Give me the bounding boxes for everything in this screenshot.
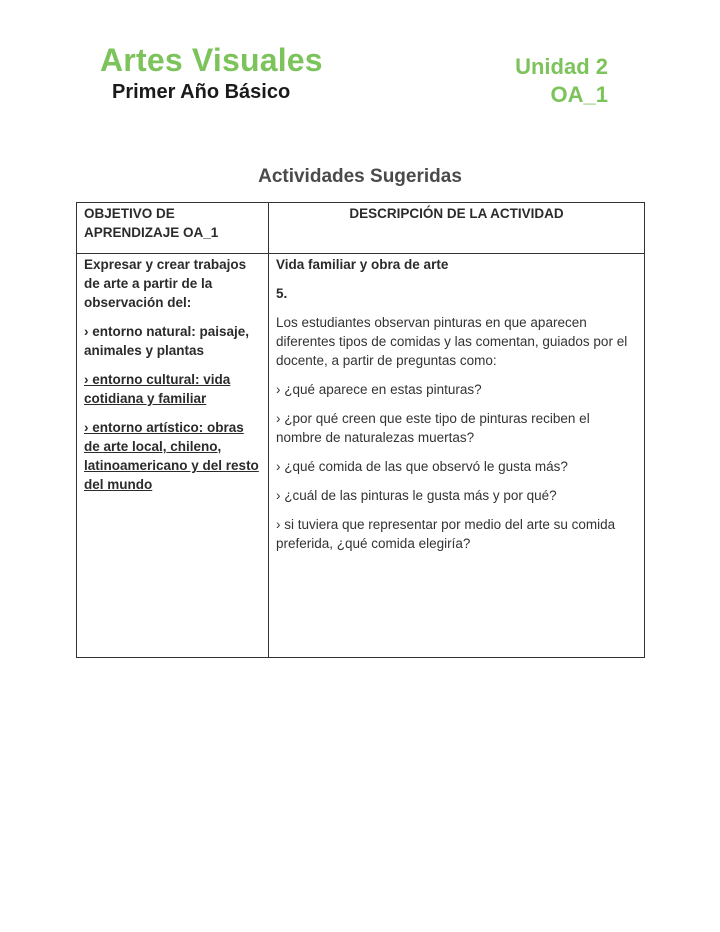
activity-question: › ¿qué comida de las que observó le gusta más? <box>276 459 568 474</box>
header-description: DESCRIPCIÓN DE LA ACTIVIDAD <box>269 203 645 254</box>
activity-intro: Los estudiantes observan pinturas en que aparecen diferentes tipos de comidas y las comentan, guiados por el docente, a partir de preguntas como: <box>276 315 628 368</box>
objective-item-natural: › entorno natural: paisaje, animales y plantas <box>84 324 250 358</box>
activity-question: › ¿por qué creen que este tipo de pinturas reciben el nombre de naturalezas muertas? <box>276 411 590 445</box>
activity-number: 5. <box>276 286 288 301</box>
header-objective: OBJETIVO DE APRENDIZAJE OA_1 <box>77 203 269 254</box>
document-subtitle: Primer Año Básico <box>112 81 291 103</box>
objective-item-cultural: › entorno cultural: vida cotidiana y familiar <box>84 372 231 406</box>
document-title: Artes Visuales <box>100 42 323 78</box>
activity-question: › ¿qué aparece en estas pinturas? <box>276 382 482 397</box>
description-cell <box>269 254 645 658</box>
table-header-row <box>77 203 645 254</box>
activities-table <box>76 202 645 658</box>
oa-label: OA_1 <box>550 82 608 107</box>
objective-item-artistic: › entorno artístico: obras de arte local, chileno, latinoamericano y del resto del mundo <box>84 420 259 492</box>
section-title: Actividades Sugeridas <box>258 166 462 187</box>
objective-intro: Expresar y crear trabajos de arte a partir de la observación del: <box>84 257 247 310</box>
activity-question: › si tuviera que representar por medio del arte su comida preferida, ¿qué comida elegiría? <box>276 517 616 551</box>
objective-cell <box>77 254 269 658</box>
activity-question: › ¿cuál de las pinturas le gusta más y por qué? <box>276 488 557 503</box>
table-row <box>77 254 645 658</box>
unit-label-block <box>515 53 608 109</box>
unit-label: Unidad 2 <box>515 54 608 79</box>
activity-title: Vida familiar y obra de arte <box>276 257 449 272</box>
